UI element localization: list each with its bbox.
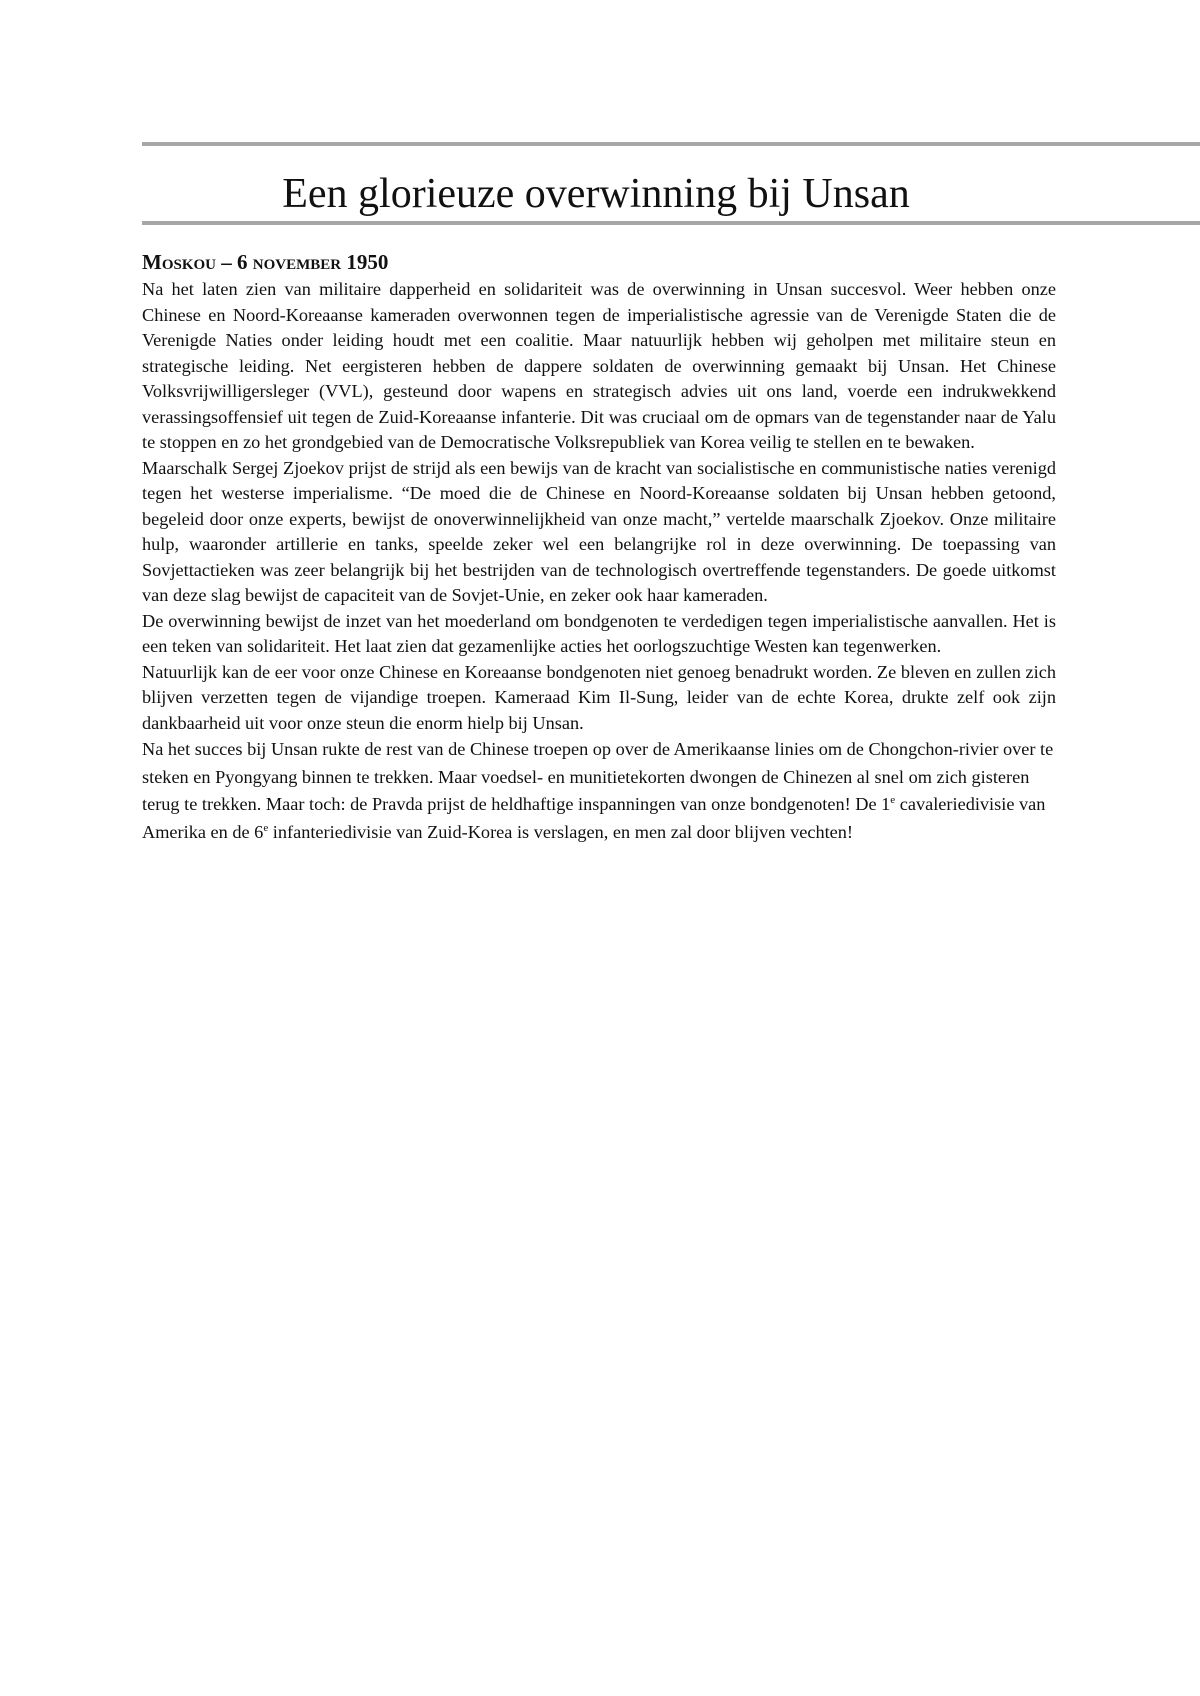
final-paragraph-part3: infanteriedivisie van Zuid-Korea is verslagen, en men zal door blijven vechten! [268,821,854,842]
ordinal-suffix: e [263,821,269,834]
final-paragraph-part2: cavaleriedivisie van Amerika en de 6 [142,794,1046,842]
dateline: Moskou – 6 november 1950 [142,250,389,274]
paragraph: De overwinning bewijst de inzet van het moederland om bondgenoten te verdedigen tegen imperialistische aanvallen. Het is een teken van solidariteit. Het laat zien dat gezamenlijke acties het oorlogszuchtige Westen kan tegenwerken. [142,610,1056,656]
bottom-rule [142,221,1200,225]
top-rule [142,142,1200,146]
article-body [142,277,1056,846]
article-headline: Een glorieuze overwinning bij Unsan [282,171,910,217]
ordinal-suffix: e [890,793,896,806]
paragraph: Na het laten zien van militaire dapperheid en solidariteit was de overwinning in Unsan succesvol. Weer hebben onze Chinese en Noord-Koreaanse kameraden overwonnen tegen de imperialistische agressie van de Verenigde Staten die de Verenigde Naties onder leiding houdt met een coalitie. Maar natuurlijk hebben wij geholpen met militaire steun en strategische leiding. Net eergisteren hebben de dappere soldaten de overwinning gemaakt bij Unsan. Het Chinese Volksvrijwilligersleger (VVL), gesteund door wapens en strategisch advies uit ons land, voerde een indrukwekkend verassingsoffensief uit tegen de Zuid-Koreaanse infanterie. Dit was cruciaal om de opmars van de tegenstander naar de Yalu te stoppen en zo het grondgebied van de Democratische Volksrepubliek van Korea veilig te stellen en te bewaken. [142,279,1056,452]
paragraph: Maarschalk Sergej Zjoekov prijst de strijd als een bewijs van de kracht van socialistische en communistische naties verenigd tegen het westerse imperialisme. “De moed die de Chinese en Noord-Koreaanse soldaten bij Unsan hebben getoond, begeleid door onze experts, bewijst de onoverwinnelijkheid van onze macht,” vertelde maarschalk Zjoekov. Onze militaire hulp, waaronder artillerie en tanks, speelde zeker wel een belangrijke rol in deze overwinning. De toepassing van Sovjettactieken was zeer belangrijk bij het bestrijden van de technologisch overtreffende tegenstanders. De goede uitkomst van deze slag bewijst de capaciteit van de Sovjet-Unie, en zeker ook haar kameraden. [142,457,1056,605]
paragraph: Natuurlijk kan de eer voor onze Chinese en Koreaanse bondgenoten niet genoeg benadrukt worden. Ze bleven en zullen zich blijven verzetten tegen de vijandige troepen. Kameraad Kim Il-Sung, leider van de echte Korea, drukte zelf ook zijn dankbaarheid uit voor onze steun die enorm hielp bij Unsan. [142,661,1056,733]
final-paragraph-part1: Na het succes bij Unsan rukte de rest van de Chinese troepen op over de Amerikaanse linies om de Chongchon-rivier over te steken en Pyongyang binnen te trekken. Maar voedsel- en munitietekorten dwongen de Chinezen al snel om zich gisteren terug te trekken. Maar toch: de Pravda prijst de heldhaftige inspanningen van onze bondgenoten! De 1 [142,739,1054,814]
final-paragraph [142,736,1056,846]
